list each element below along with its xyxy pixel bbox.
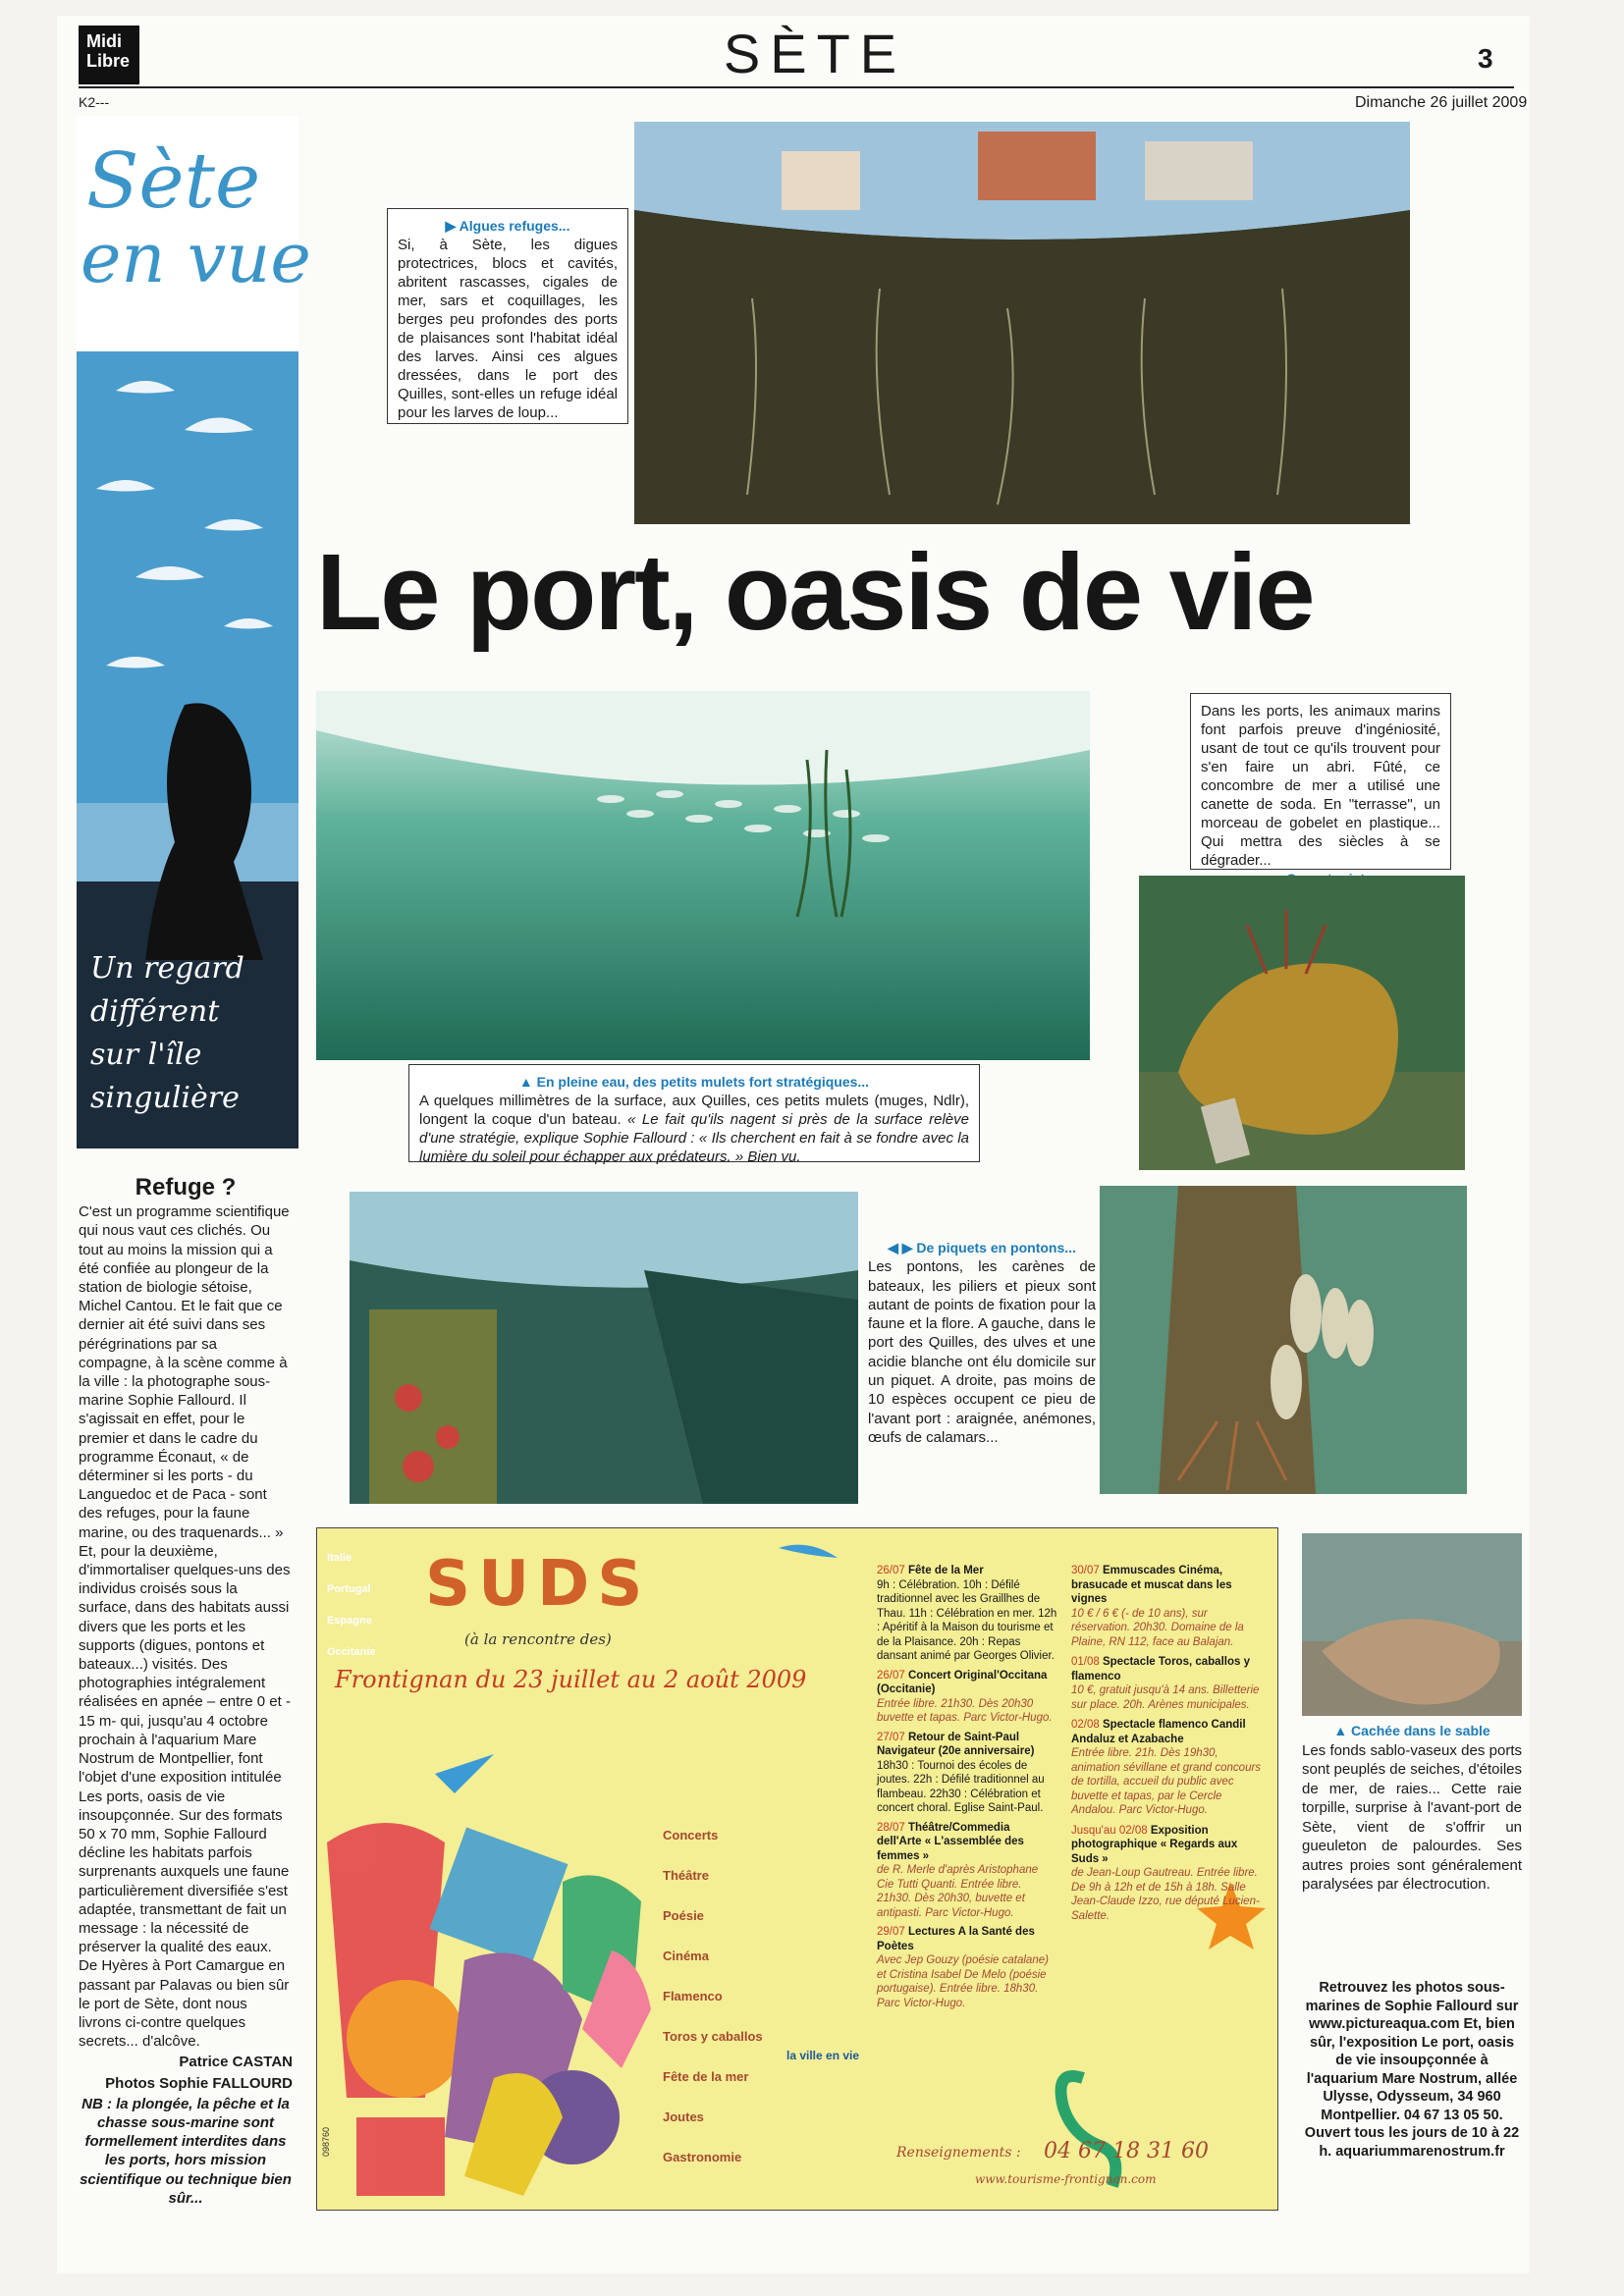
program-entry <box>877 1821 1057 1921</box>
caption-title: ◀ ▶ De piquets en pontons... <box>888 1240 1076 1255</box>
category: Flamenco <box>663 1989 723 2003</box>
program-date: 26/07 <box>877 1565 905 1576</box>
program-title: Retour de Saint-Paul Navigateur (20e anniversaire) <box>877 1731 1035 1757</box>
edition-code: K2--- <box>79 94 110 110</box>
category: Théâtre <box>663 1868 709 1883</box>
logo-line2: Libre <box>86 51 131 71</box>
suds-side-words <box>327 1542 376 1668</box>
program-text: de Jean-Loup Gautreau. Entrée libre. De 9h à 12h et de 15h à 18h. Salle Jean-Claude Izzo, rue député Lucien-Salette. <box>1071 1867 1260 1922</box>
program-entry <box>877 1669 1057 1726</box>
caption-piquets <box>868 1239 1096 1447</box>
article-photo-credit: Photos Sophie FALLOURD <box>105 2074 293 2092</box>
section-title: SÈTE <box>723 23 907 84</box>
side-word: Occitanie <box>327 1646 376 1658</box>
caption-body <box>419 1092 969 1166</box>
program-entry <box>1071 1655 1264 1712</box>
program-title: Fête de la Mer <box>907 1565 984 1576</box>
program-date: 26/07 <box>877 1669 905 1682</box>
category: Gastronomie <box>663 2150 742 2164</box>
photo-piquet-droite <box>1100 1186 1467 1494</box>
tagline-line: singulière <box>90 1081 240 1115</box>
page-number: 3 <box>1478 43 1493 74</box>
tagline-line: Un regard <box>90 951 244 986</box>
category: Poésie <box>663 1908 704 1923</box>
rubric-title-line1: Sète <box>86 137 261 226</box>
program-entry <box>877 1564 1057 1664</box>
suds-phone: 04 67 18 31 60 <box>1044 2139 1209 2163</box>
headline: Le port, oasis de vie <box>316 532 1314 653</box>
program-text: 9h : Célébration. 10h : Défilé traditionnel avec les Graillhes de Thau. 11h : Célébration en mer. 12h : Apéritif à la Maison du tourisme et de la Plaisance. 20h : Repas dansant animé par Georges Olivier. <box>877 1578 1057 1662</box>
article-heading: Refuge ? <box>135 1174 237 1201</box>
program-date: 02/08 <box>1071 1719 1100 1731</box>
caption-sable <box>1302 1722 1522 1895</box>
caption-title: ▲ En pleine eau, des petits mulets fort stratégiques... <box>518 1074 870 1090</box>
category: Concerts <box>663 1828 719 1842</box>
program-text: 18h30 : Tournoi des écoles de joutes. 22h : Défilé traditionnel au flambeau. 22h30 : Célébration et concert choral. Eglise Saint-Paul. <box>877 1759 1045 1814</box>
category: Toros y caballos <box>663 2029 763 2044</box>
program-entry <box>1071 1564 1264 1649</box>
program-left <box>877 1564 1057 2010</box>
midi-libre-logo <box>79 26 139 84</box>
caption-title: ▲ Cachée dans le sable <box>1333 1723 1490 1738</box>
caption-quote: « Le fait qu'ils nagent si près de la surface relève d'une stratégie, explique Sophie Fallourd : « Ils cherchent en fait à se fondre avec la lumière du soleil pour échapper aux prédateurs. » Bien vu. <box>419 1111 969 1165</box>
issue-date: Dimanche 26 juillet 2009 <box>1355 94 1528 111</box>
program-title: Emmuscades Cinéma, brasucade et muscat dans les vignes <box>1071 1565 1232 1605</box>
rubric-title-line2: en vue <box>81 218 311 298</box>
suds-brand: la ville en vie <box>786 2049 860 2062</box>
program-text: Entrée libre. 21h30. Dès 20h30 buvette et tapas. Parc Victor-Hugo. <box>877 1697 1053 1724</box>
photo-piquet-gauche <box>350 1192 858 1504</box>
article-refuge <box>79 1174 293 2208</box>
rubric-tagline <box>90 947 287 1120</box>
program-entry <box>1071 1718 1264 1818</box>
side-word: Italie <box>327 1552 352 1564</box>
program-text: 10 € / 6 € (- de 10 ans), sur réservation. 20h30. Domaine de la Plaine, RN 112, face au Balajan. <box>1071 1607 1244 1648</box>
article-nb: NB : la plongée, la pêche et la chasse sous-marine sont formellement interdites dans les ports, hors mission scientifique ou technique bien sûr... <box>80 2095 292 2207</box>
expo-info-box: Retrouvez les photos sous-marines de Sophie Fallourd sur www.pictureaqua.com Et, bien sûr, l'exposition Le port, oasis de vie insoupçonnée à l'aquarium Mare Nostrum, allée Ulysse, Odysseum, 34 960 Montpellier. 04 67 13 05 50. Ouvert tous les jours de 10 à 22 h. aquariummarenostrum.fr <box>1304 1980 1520 2160</box>
suds-website: www.tourisme-frontignan.com <box>975 2172 1157 2186</box>
program-text: 10 €, gratuit jusqu'à 14 ans. Billetterie sur place. 20h. Arènes municipales. <box>1071 1684 1260 1711</box>
program-date: 28/07 <box>877 1821 905 1834</box>
caption-title: ▶ Algues refuges... <box>445 218 570 234</box>
masthead-rule <box>79 86 1514 88</box>
ad-reference: 098760 <box>321 2126 331 2157</box>
caption-opportuniste <box>1190 693 1451 870</box>
suds-categories <box>663 1815 763 2177</box>
photo-concombre <box>1139 876 1465 1170</box>
program-title: Théâtre/Commedia dell'Arte « L'assemblée des femmes » <box>877 1821 1024 1862</box>
program-date: 27/07 <box>877 1731 905 1743</box>
program-title: Lectures A la Santé des Poètes <box>877 1926 1035 1952</box>
caption-algues <box>387 208 628 424</box>
program-title: Spectacle flamenco Candil Andaluz et Azabache <box>1071 1719 1246 1745</box>
logo-line1: Midi <box>86 31 122 51</box>
article-author: Patrice CASTAN <box>179 2054 293 2071</box>
suds-dates: Frontignan du 23 juillet au 2 août 2009 <box>335 1666 807 1693</box>
caption-text: Les fonds sablo-vaseux des ports sont peuplés de seiches, d'étoiles de mer, de raies... Cette raie torpille, surprise à l'avant-port de Sète, vient de s'offrir un gueuleton de palourdes. Ses autres proies sont généralement paralysées par électrocution. <box>1302 1741 1522 1893</box>
caption-text: Si, à Sète, les digues protectrices, blocs et cavités, abritent rascasses, cigales de mer, sars et coquillages, les berges peu profondes des ports de plaisances sont l'habitat idéal des larves. Ainsi ces algues dressées, dans le port des Quilles, sont-elles un refuge idéal pour les larves de loup... <box>398 237 618 421</box>
program-date: 30/07 <box>1071 1565 1100 1576</box>
article-body: C'est un programme scientifique qui nous vaut ces clichés. Ou tout au moins la mission qui a été confiée au plongeur de la station de biologie sétoise, Michel Cantou. Et le fait que ce dernier ait été suivi dans ses pérégrinations par sa compagne, à la scène comme à la ville : la photographe sous-marine Sophie Fallourd. Il s'agissait en effet, pour le premier et dans le cadre du programme Éconaut, « de déterminer si les ports - du Languedoc et de Paca - sont des refuges, pour la faune marine, ou des traquenards... » Et, pour la deuxième, d'immortaliser quelques-uns des individus croisés sous la surface, dans des habitats aussi divers que les ports et les supports (digues, pontons et bateaux...) visités. Des photographies intégralement réalisées en apnée – entre 0 et - 15 m- qui, jusqu'au 4 octobre prochain à l'aquarium Mare Nostrum de Montpellier, font l'objet d'une exposition intitulée Les ports, oasis de vie insoupçonnée. Sur des formats 50 x 70 mm, Sophie Fallourd décline les habitats parfois surprenants auxquels une faune particulièrement diversifiée s'est adaptée, transmettant de fait un message : la nécessité de préserver la qualité des eaux. De Hyères à Port Camargue en passant par Palavas ou bien sûr le port de Sète, dont nous livrons ci-contre quelques secrets... d'alcôve. <box>79 1203 291 2051</box>
side-word: Portugal <box>327 1583 371 1595</box>
category: Joutes <box>663 2109 704 2124</box>
suds-subtitle: (à la rencontre des) <box>464 1630 612 1648</box>
program-text: de R. Merle d'après Aristophane Cie Tutti Quanti. Entrée libre. 21h30. Dès 20h30, buvette et antipasti. Parc Victor-Hugo. <box>877 1864 1039 1919</box>
photo-raie <box>1302 1533 1522 1716</box>
suds-advertisement <box>316 1527 1278 2211</box>
category: Cinéma <box>663 1949 709 1963</box>
program-date: Jusqu'au 02/08 <box>1071 1824 1148 1837</box>
photo-mulets <box>316 691 1090 1060</box>
side-word: Espagne <box>327 1615 372 1627</box>
caption-text: A quelques millimètres de la surface, aux Quilles, ces petits mulets (muges, Ndlr), longent la coque d'un bateau. <box>419 1093 969 1128</box>
caption-text: Dans les ports, les animaux marins font parfois preuve d'ingéniosité, usant de tout ce qu'ils trouvent pour s'en faire un abri. Fûté, ce concombre de mer a utilisé une canette de soda. En "terrasse", un morceau de gobelet en plastique... Qui mettra des siècles à se dégrader... <box>1201 703 1440 869</box>
category: Fête de la mer <box>663 2069 749 2084</box>
program-entry <box>1071 1824 1264 1924</box>
suds-contact-label: Renseignements : <box>896 2145 1021 2161</box>
tagline-line: différent <box>90 994 220 1029</box>
photo-algues <box>634 122 1410 524</box>
program-entry <box>877 1925 1057 2010</box>
suds-logo: SUDS <box>425 1548 651 1621</box>
program-text: Entrée libre. 21h. Dès 19h30, animation sévillane et grand concours de tortilla, accueil du public avec buvette et tapas, par le Cercle Andalou. Parc Victor-Hugo. <box>1071 1747 1262 1816</box>
program-entry <box>877 1731 1057 1816</box>
program-text: Avec Jep Gouzy (poésie catalane) et Cristina Isabel De Melo (poésie portugaise). Entrée libre. 18h30. Parc Victor-Hugo. <box>877 1954 1049 2009</box>
caption-text: Les pontons, les carènes de bateaux, les piliers et pieux sont autant de points de fixation pour la faune et la flore. A gauche, dans le port des Quilles, des ulves et une acidie blanche ont élu domicile sur un piquet. A droite, pas moins de 10 espèces occupent ce pieu de l'avant port : araignée, anémones, œufs de calamars... <box>868 1258 1096 1446</box>
tagline-line: sur l'île <box>90 1038 202 1072</box>
program-date: 01/08 <box>1071 1656 1100 1668</box>
program-title: Spectacle Toros, caballos y flamenco <box>1071 1656 1250 1682</box>
program-title: Exposition photographique « Regards aux Suds » <box>1071 1824 1238 1865</box>
caption-mulets <box>408 1064 980 1165</box>
program-date: 29/07 <box>877 1926 905 1938</box>
program-right <box>1071 1564 1264 1923</box>
program-title: Concert Original'Occitana (Occitanie) <box>877 1669 1048 1695</box>
